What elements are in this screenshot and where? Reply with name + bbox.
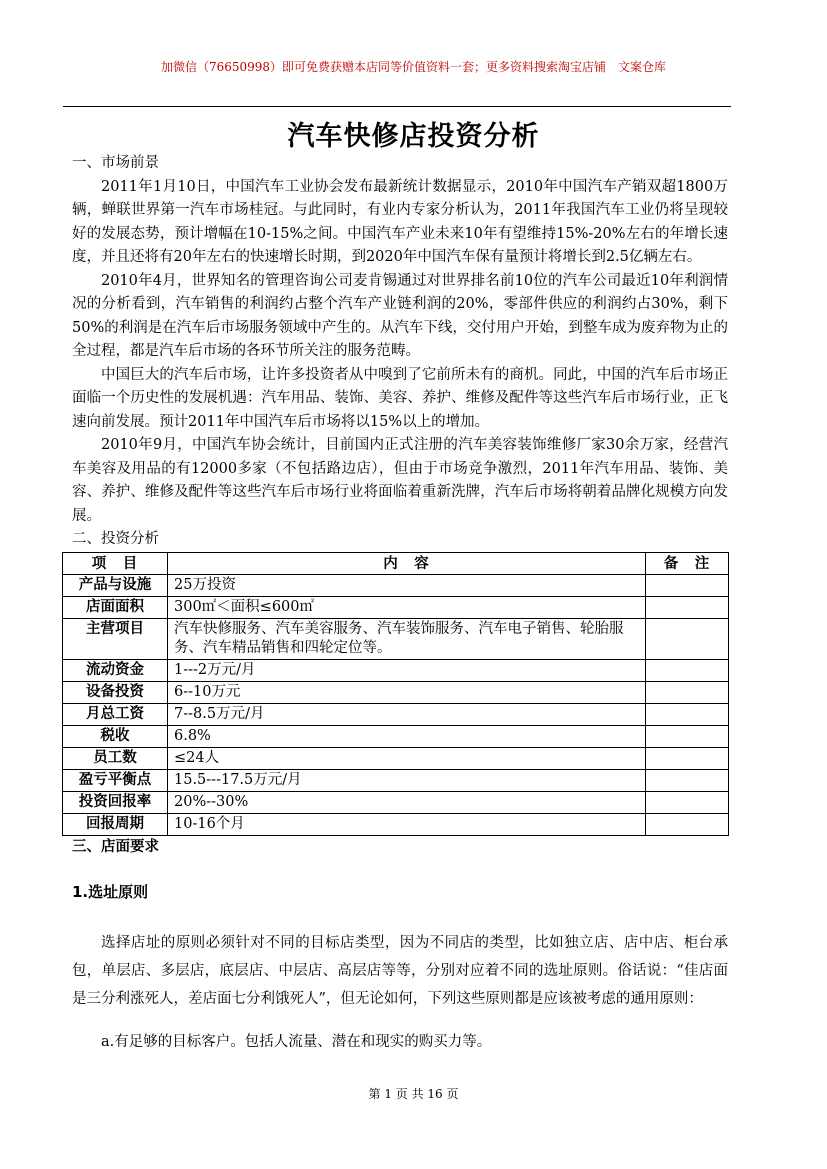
table-cell-note xyxy=(646,769,729,791)
table-row xyxy=(63,618,729,659)
table-cell-item: 店面面积 xyxy=(63,596,168,618)
section1-paragraph: 2011年1月10日，中国汽车工业协会发布最新统计数据显示，2010年中国汽车产销双超1800万辆，蝉联世界第一汽车市场桂冠。与此同时，有业内专家分析认为，2011年我国汽车工业仍将呈现较好的发展态势，预计增幅在10-15%之间。中国汽车产业未来10年有望维持15%-20%左右的年增长速度，并且还将有20年左右的快速增长时期，到2020年中国汽车保有量预计将增长到2.5亿辆左右。 xyxy=(72,178,728,265)
table-cell-content: 6--10万元 xyxy=(168,681,646,703)
table-row xyxy=(63,791,729,813)
table-cell-content: 汽车快修服务、汽车美容服务、汽车装饰服务、汽车电子销售、轮胎服务、汽车精品销售和四轮定位等。 xyxy=(168,618,646,659)
table-cell-item: 盈亏平衡点 xyxy=(63,769,168,791)
section1-paragraph: 2010年9月，中国汽车协会统计，目前国内正式注册的汽车美容装饰维修厂家30余万家，经营汽车美容及用品的有12000多家（不包括路边店），但由于市场竞争激烈，2011年汽车用品、装饰、美容、养护、维修及配件等这些汽车后市场行业将面临着重新洗牌，汽车后市场将朝着品牌化规模方向发展。 xyxy=(72,437,728,524)
section3-bullet: a.有足够的目标客户。包括人流量、潜在和现实的购买力等。 xyxy=(101,1033,492,1050)
table-cell-item: 回报周期 xyxy=(63,813,168,835)
section3-paragraph: 选择店址的原则必须针对不同的目标店类型，因为不同店的类型，比如独立店、店中店、柜台承包，单层店、多层店，底层店、中层店、高层店等等，分别对应着不同的选址原则。俗话说：“佳店面是三分利涨死人，差店面七分利饿死人”，但无论如何，下列这些原则都是应该被考虑的通用原则： xyxy=(72,934,728,1007)
table-row xyxy=(63,596,729,618)
table-cell-note xyxy=(646,703,729,725)
table-row xyxy=(63,813,729,835)
table-row xyxy=(63,747,729,769)
table-cell-item: 税收 xyxy=(63,725,168,747)
section1-paragraph: 中国巨大的汽车后市场，让许多投资者从中嗅到了它前所未有的商机。同此，中国的汽车后市场正面临一个历史性的发展机遇：汽车用品、装饰、美容、养护、维修及配件等这些汽车后市场行业，正飞速向前发展。预计2011年中国汽车后市场将以15%以上的增加。 xyxy=(72,366,728,430)
table-cell-content: 15.5---17.5万元/月 xyxy=(168,769,646,791)
investment-table xyxy=(62,552,729,836)
table-cell-item: 投资回报率 xyxy=(63,791,168,813)
table-cell-content: 300㎡＜面积≤600㎡ xyxy=(168,596,646,618)
table-header-row xyxy=(63,552,729,574)
section1-paragraph: 2010年4月，世界知名的管理咨询公司麦肯锡通过对世界排名前10位的汽车公司最近10年利润情况的分析看到，汽车销售的利润约占整个汽车产业链利润的20%，零部件供应的利润约占30%，剩下50%的利润是在汽车后市场服务领域中产生的。从汽车下线，交付用户开始，到整车成为废弃物为止的全过程，都是汽车后市场的各环节所关注的服务范畴。 xyxy=(72,272,728,359)
table-header-content: 内 容 xyxy=(168,552,646,574)
table-cell-note xyxy=(646,596,729,618)
table-cell-item: 设备投资 xyxy=(63,681,168,703)
table-cell-note xyxy=(646,618,729,659)
section1-heading: 一、市场前景 xyxy=(72,155,159,171)
table-cell-item: 主营项目 xyxy=(63,618,168,659)
table-row xyxy=(63,725,729,747)
page-footer: 第 1 页 共 16 页 xyxy=(368,1087,459,1101)
section3-heading: 三、店面要求 xyxy=(72,838,159,855)
table-cell-note xyxy=(646,791,729,813)
table-cell-note xyxy=(646,813,729,835)
table-row xyxy=(63,681,729,703)
section2-heading: 二、投资分析 xyxy=(72,531,159,547)
table-cell-item: 产品与设施 xyxy=(63,574,168,596)
table-cell-item: 月总工资 xyxy=(63,703,168,725)
table-cell-content: 1---2万元/月 xyxy=(168,659,646,681)
table-row xyxy=(63,659,729,681)
table-cell-note xyxy=(646,659,729,681)
table-cell-note xyxy=(646,574,729,596)
section3-subheading: 1.选址原则 xyxy=(72,883,149,901)
document-body xyxy=(72,152,728,1054)
header-note: 加微信（76650998）即可免费获赠本店同等价值资料一套；更多资料搜索淘宝店铺 文案仓库 xyxy=(160,60,667,74)
table-cell-item: 员工数 xyxy=(63,747,168,769)
table-row xyxy=(63,703,729,725)
table-row xyxy=(63,574,729,596)
table-cell-content: ≤24人 xyxy=(168,747,646,769)
table-header-item: 项 目 xyxy=(63,552,168,574)
table-cell-note xyxy=(646,681,729,703)
table-cell-content: 10-16个月 xyxy=(168,813,646,835)
table-cell-content: 6.8% xyxy=(168,725,646,747)
table-row xyxy=(63,769,729,791)
table-cell-note xyxy=(646,725,729,747)
header-rule xyxy=(63,106,731,107)
table-header-note: 备 注 xyxy=(646,552,729,574)
table-cell-item: 流动资金 xyxy=(63,659,168,681)
table-cell-content: 7--8.5万元/月 xyxy=(168,703,646,725)
table-cell-note xyxy=(646,747,729,769)
document-title: 汽车快修店投资分析 xyxy=(287,121,540,152)
table-cell-content: 20%--30% xyxy=(168,791,646,813)
table-cell-content: 25万投资 xyxy=(168,574,646,596)
